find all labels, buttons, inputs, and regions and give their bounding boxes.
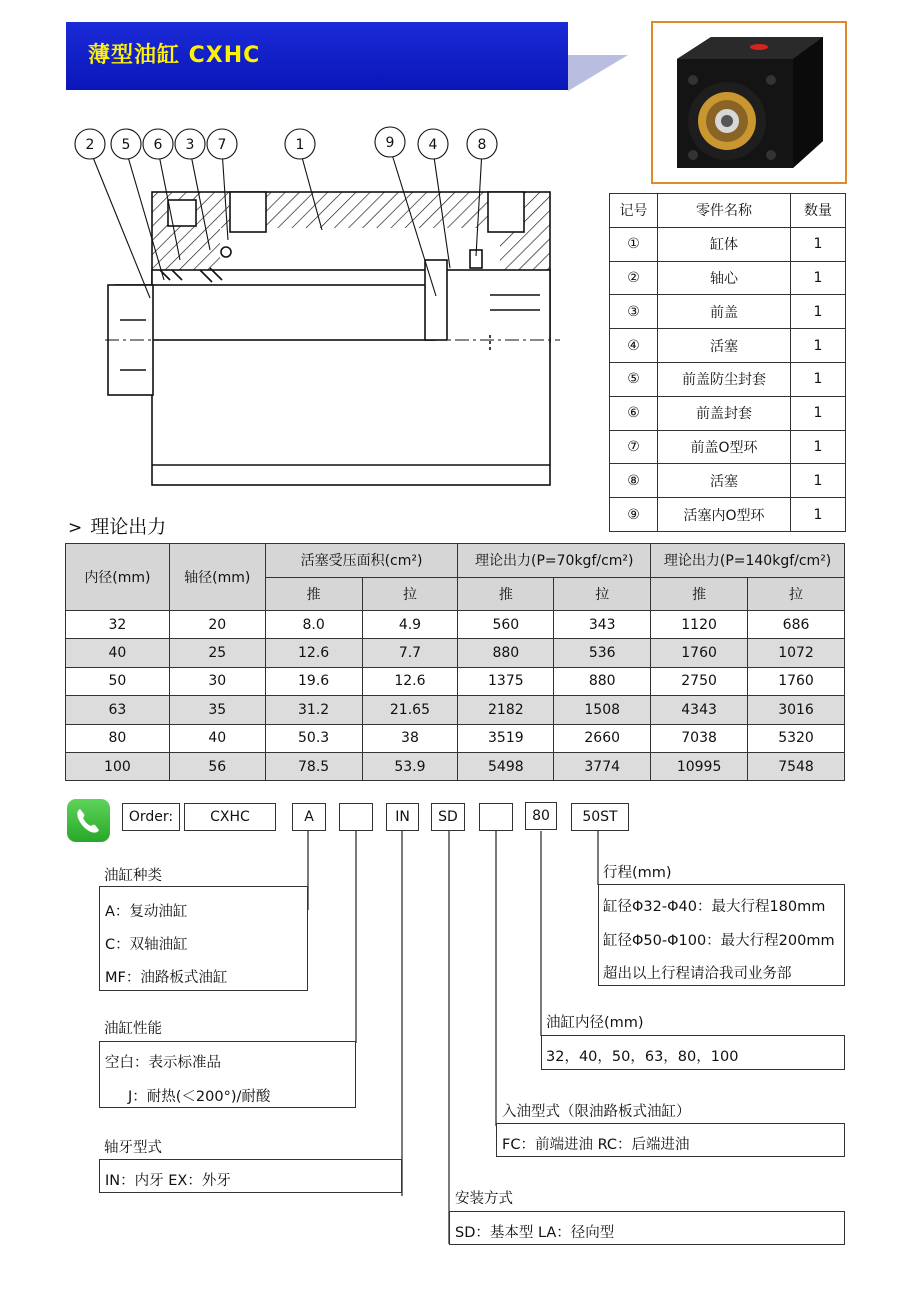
callout-2: 2 xyxy=(85,137,95,153)
group-bore-title: 油缸内径(mm) xyxy=(546,1015,644,1031)
parts-qty: 1 xyxy=(791,329,846,363)
cell: 343 xyxy=(554,611,651,639)
cell: 2660 xyxy=(554,724,651,752)
cell: 560 xyxy=(458,611,554,639)
cell: 536 xyxy=(554,639,651,667)
parts-mark: ⑥ xyxy=(610,396,658,430)
group-port-line: FC：前端进油 RC：后端进油 xyxy=(502,1137,690,1153)
parts-mark: ⑧ xyxy=(610,464,658,498)
callout-8: 8 xyxy=(477,137,487,153)
parts-header-qty: 数量 xyxy=(791,194,846,228)
group-stroke-line: 缸径Φ32-Φ40：最大行程180mm xyxy=(603,899,826,915)
callout-4: 4 xyxy=(428,137,438,153)
callout-5: 5 xyxy=(121,137,131,153)
cell: 7.7 xyxy=(362,639,458,667)
cell: 53.9 xyxy=(362,752,458,780)
cell: 50.3 xyxy=(265,724,362,752)
cell: 3016 xyxy=(748,696,845,724)
subheader-push: 推 xyxy=(458,577,554,611)
cell: 21.65 xyxy=(362,696,458,724)
subheader-push: 推 xyxy=(651,577,748,611)
cell: 31.2 xyxy=(265,696,362,724)
cell: 1760 xyxy=(748,667,845,695)
cell: 5498 xyxy=(458,752,554,780)
order-bore-field[interactable]: 80 xyxy=(525,802,557,830)
callout-1: 1 xyxy=(295,137,305,153)
callout-6: 6 xyxy=(153,137,163,153)
group-bore-line: 32，40，50，63，80，100 xyxy=(546,1049,739,1065)
chevron-right-icon: > xyxy=(68,518,83,538)
cell: 32 xyxy=(66,611,170,639)
group-mount-line: SD：基本型 LA：径向型 xyxy=(455,1225,615,1241)
parts-header-name: 零件名称 xyxy=(658,194,791,228)
cell: 35 xyxy=(169,696,265,724)
parts-mark: ④ xyxy=(610,329,658,363)
group-thread-title: 轴牙型式 xyxy=(104,1140,162,1156)
parts-qty: 1 xyxy=(791,396,846,430)
header-bore: 内径(mm) xyxy=(66,544,170,611)
cell: 1508 xyxy=(554,696,651,724)
subheader-pull: 拉 xyxy=(362,577,458,611)
cell: 686 xyxy=(748,611,845,639)
cell: 2750 xyxy=(651,667,748,695)
cell: 8.0 xyxy=(265,611,362,639)
cell: 25 xyxy=(169,639,265,667)
cell: 1120 xyxy=(651,611,748,639)
cell: 20 xyxy=(169,611,265,639)
cell: 4343 xyxy=(651,696,748,724)
group-stroke-line: 缸径Φ50-Φ100：最大行程200mm xyxy=(603,933,835,949)
cell: 1072 xyxy=(748,639,845,667)
cell: 100 xyxy=(66,752,170,780)
group-stroke-line: 超出以上行程请洽我司业务部 xyxy=(603,966,792,982)
cell: 1375 xyxy=(458,667,554,695)
cell: 12.6 xyxy=(362,667,458,695)
cell: 12.6 xyxy=(265,639,362,667)
group-performance-title: 油缸性能 xyxy=(104,1021,162,1037)
group-mount-title: 安装方式 xyxy=(455,1191,513,1207)
cell: 880 xyxy=(458,639,554,667)
cell: 40 xyxy=(169,724,265,752)
group-stroke-title: 行程(mm) xyxy=(603,865,672,881)
order-thread-field[interactable]: IN xyxy=(386,803,419,831)
cell: 30 xyxy=(169,667,265,695)
subheader-pull: 拉 xyxy=(748,577,845,611)
parts-name: 活塞 xyxy=(658,464,791,498)
parts-qty: 1 xyxy=(791,498,846,532)
parts-mark: ⑨ xyxy=(610,498,658,532)
group-thread-line: IN：内牙 EX：外牙 xyxy=(105,1173,231,1189)
group-port-title: 入油型式（限油路板式油缸） xyxy=(502,1104,691,1120)
header-rod: 轴径(mm) xyxy=(169,544,265,611)
cell: 3774 xyxy=(554,752,651,780)
group-performance-line: 空白：表示标准品 xyxy=(105,1055,221,1071)
callout-7: 7 xyxy=(217,137,227,153)
cell: 2182 xyxy=(458,696,554,724)
callout-3: 3 xyxy=(185,137,195,153)
cell: 5320 xyxy=(748,724,845,752)
subheader-push: 推 xyxy=(265,577,362,611)
group-performance-line: J：耐热(＜200°)/耐酸 xyxy=(128,1089,271,1105)
parts-header-mark: 记号 xyxy=(610,194,658,228)
cell: 63 xyxy=(66,696,170,724)
group-type-line: MF：油路板式油缸 xyxy=(105,970,228,986)
cell: 1760 xyxy=(651,639,748,667)
order-type-field[interactable]: A xyxy=(292,803,326,831)
cell: 4.9 xyxy=(362,611,458,639)
group-type-title: 油缸种类 xyxy=(104,868,162,884)
cell: 38 xyxy=(362,724,458,752)
parts-mark: ③ xyxy=(610,295,658,329)
force-section-label: 理论出力 xyxy=(90,516,167,538)
cell: 7548 xyxy=(748,752,845,780)
parts-qty: 1 xyxy=(791,295,846,329)
parts-mark: ⑤ xyxy=(610,362,658,396)
cell: 80 xyxy=(66,724,170,752)
cell: 3519 xyxy=(458,724,554,752)
page-title: 薄型油缸 CXHC xyxy=(88,43,261,68)
parts-name: 前盖O型环 xyxy=(658,430,791,464)
parts-name: 活塞 xyxy=(658,329,791,363)
parts-name: 活塞内O型环 xyxy=(658,498,791,532)
cell: 50 xyxy=(66,667,170,695)
parts-name: 前盖防尘封套 xyxy=(658,362,791,396)
cell: 19.6 xyxy=(265,667,362,695)
cell: 880 xyxy=(554,667,651,695)
parts-mark: ② xyxy=(610,261,658,295)
parts-name: 前盖 xyxy=(658,295,791,329)
cell: 10995 xyxy=(651,752,748,780)
parts-mark: ⑦ xyxy=(610,430,658,464)
group-type-line: C：双轴油缸 xyxy=(105,937,188,953)
header-area: 活塞受压面积(cm²) xyxy=(265,544,458,578)
parts-qty: 1 xyxy=(791,464,846,498)
cell: 78.5 xyxy=(265,752,362,780)
order-model-field[interactable]: CXHC xyxy=(184,803,276,831)
cell: 7038 xyxy=(651,724,748,752)
parts-name: 轴心 xyxy=(658,261,791,295)
parts-mark: ① xyxy=(610,227,658,261)
parts-qty: 1 xyxy=(791,362,846,396)
parts-name: 缸体 xyxy=(658,227,791,261)
group-type-line: A：复动油缸 xyxy=(105,904,188,920)
parts-name: 前盖封套 xyxy=(658,396,791,430)
parts-qty: 1 xyxy=(791,430,846,464)
subheader-pull: 拉 xyxy=(554,577,651,611)
parts-qty: 1 xyxy=(791,261,846,295)
order-stroke-field[interactable]: 50ST xyxy=(571,803,629,831)
header-force-70: 理论出力(P=70kgf/cm²) xyxy=(458,544,651,578)
header-force-140: 理论出力(P=140kgf/cm²) xyxy=(651,544,845,578)
callout-9: 9 xyxy=(385,135,395,151)
order-label: Order: xyxy=(122,803,180,831)
cell: 56 xyxy=(169,752,265,780)
order-mount-field[interactable]: SD xyxy=(431,803,465,831)
cell: 40 xyxy=(66,639,170,667)
parts-qty: 1 xyxy=(791,227,846,261)
